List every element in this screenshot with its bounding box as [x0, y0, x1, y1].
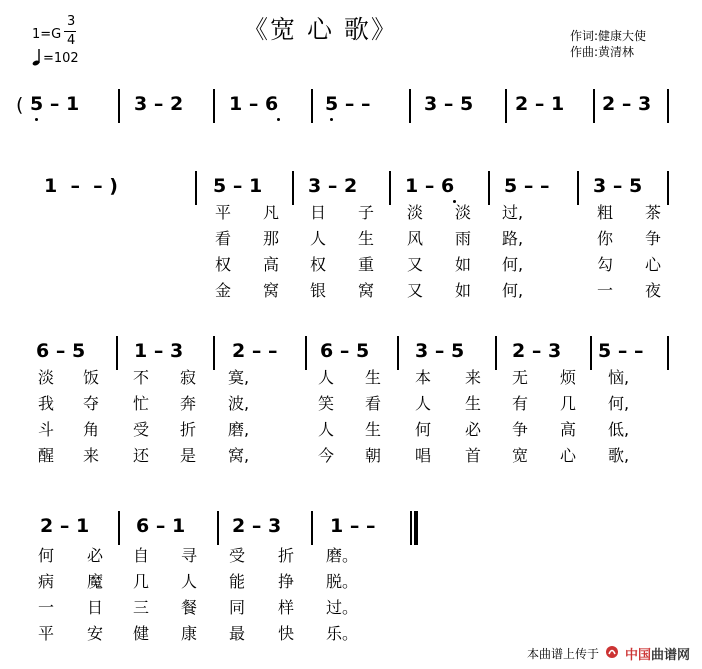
lyric-char: 日 — [310, 203, 327, 222]
lyric-char: 乐。 — [326, 624, 359, 643]
lyric-char: 斗 — [38, 420, 55, 439]
barline — [116, 336, 118, 370]
barline — [593, 89, 595, 123]
lyric-char: 如 — [455, 255, 472, 274]
barline — [389, 171, 391, 205]
measure-notes: 5 – 1 — [213, 175, 263, 197]
time-signature-bottom: 4 — [67, 33, 76, 48]
lyric-char: 一 — [597, 281, 614, 300]
measure-notes: 3 – 5 — [424, 93, 474, 115]
lyric-char: 那 — [263, 229, 280, 248]
site-logo — [605, 645, 619, 662]
lyric-char: 平 — [215, 203, 232, 222]
lyric-char: 勾 — [597, 255, 614, 274]
measure-notes: 2 – 3 — [602, 93, 652, 115]
lyric-char: 三 — [133, 598, 150, 617]
lyric-char: 人 — [181, 572, 198, 591]
lyric-char: 生 — [465, 394, 482, 413]
barline — [305, 336, 307, 370]
barline — [118, 89, 120, 123]
lyric-char: 何 — [415, 420, 432, 439]
lyric-char: 淡 — [455, 203, 472, 222]
lyric-char: 人 — [310, 229, 327, 248]
lyric-char: 安 — [87, 624, 104, 643]
lyric-char: 寻 — [181, 546, 198, 565]
measure-notes: 5 – – — [504, 175, 550, 197]
lyric-char: 看 — [215, 229, 232, 248]
lyric-char: 风 — [407, 229, 424, 248]
lyric-char: 无 — [512, 368, 529, 387]
barline — [118, 511, 120, 545]
lyric-char: 波, — [228, 394, 250, 413]
lyric-char: 还 — [133, 446, 150, 465]
lyric-char: 人 — [318, 420, 335, 439]
lyric-char: 人 — [318, 368, 335, 387]
barline — [590, 336, 592, 370]
measure-notes: 2 – 1 — [515, 93, 565, 115]
barline — [292, 171, 294, 205]
measure-notes: 1 – – — [330, 515, 376, 537]
barline — [213, 89, 215, 123]
lyric-char: 路, — [502, 229, 524, 248]
measure-notes: 2 – – — [232, 340, 278, 362]
lyric-char: 高 — [560, 420, 577, 439]
lyric-char: 人 — [415, 394, 432, 413]
lyric-char: 看 — [365, 394, 382, 413]
lyric-char: 权 — [215, 255, 232, 274]
final-barline — [414, 511, 418, 545]
lyric-char: 样 — [278, 598, 295, 617]
barline — [397, 336, 399, 370]
measure-notes: 1 – 6 — [405, 175, 455, 197]
lyric-char: 朝 — [365, 446, 382, 465]
barline — [488, 171, 490, 205]
lyric-char: 日 — [87, 598, 104, 617]
lyric-char: 金 — [215, 281, 232, 300]
measure-notes: 3 – 2 — [134, 93, 184, 115]
lyric-char: 餐 — [181, 598, 198, 617]
lyric-char: 何, — [502, 281, 524, 300]
barline — [667, 336, 669, 370]
measure-notes: 5 – 1 — [30, 93, 80, 115]
lyric-char: 必 — [87, 546, 104, 565]
lyric-char: 笑 — [318, 394, 335, 413]
measure-notes: 3 – 5 — [415, 340, 465, 362]
measure-notes: 6 – 5 — [36, 340, 86, 362]
lyric-char: 折 — [180, 420, 197, 439]
lyric-char: 过, — [502, 203, 524, 222]
lyric-char: 淡 — [407, 203, 424, 222]
lyric-char: 脱。 — [326, 572, 359, 591]
lyric-char: 烦 — [560, 368, 577, 387]
lyric-char: 争 — [645, 229, 662, 248]
lyric-char: 奔 — [180, 394, 197, 413]
measure-notes: 6 – 5 — [320, 340, 370, 362]
measure-notes: 2 – 1 — [40, 515, 90, 537]
lyric-char: 最 — [229, 624, 246, 643]
lyric-char: 寞, — [228, 368, 250, 387]
lyric-char: 争 — [512, 420, 529, 439]
lyric-char: 能 — [229, 572, 246, 591]
barline — [213, 336, 215, 370]
lyric-char: 子 — [358, 203, 375, 222]
measure-notes: 1 – 3 — [134, 340, 184, 362]
lyric-char: 今 — [318, 446, 335, 465]
lyric-char: 如 — [455, 281, 472, 300]
lyric-char: 有 — [512, 394, 529, 413]
site-logo-text — [625, 644, 690, 663]
lyric-char: 几 — [560, 394, 577, 413]
lyric-char: 凡 — [263, 203, 280, 222]
lyric-char: 不 — [133, 368, 150, 387]
barline — [667, 89, 669, 123]
lyric-char: 角 — [83, 420, 100, 439]
lyric-char: 夺 — [83, 394, 100, 413]
lyric-char: 权 — [310, 255, 327, 274]
lyric-char: 又 — [407, 281, 424, 300]
barline — [311, 511, 313, 545]
final-barline — [410, 511, 412, 545]
lyric-char: 必 — [465, 420, 482, 439]
lyric-char: 挣 — [278, 572, 295, 591]
measure-notes: 6 – 1 — [136, 515, 186, 537]
barline — [667, 171, 669, 205]
lyric-char: 唱 — [415, 446, 432, 465]
lyric-char: 宽 — [512, 446, 529, 465]
composer: 作曲:黄清林 — [570, 45, 635, 59]
footer — [527, 644, 690, 663]
lyric-char: 魔 — [87, 572, 104, 591]
lyric-char: 歌, — [608, 446, 630, 465]
lyric-char: 何 — [38, 546, 55, 565]
logo-icon — [605, 645, 619, 659]
lyric-char: 何, — [502, 255, 524, 274]
time-signature-line — [64, 31, 76, 32]
measure-notes: 3 – 2 — [308, 175, 358, 197]
barline — [409, 89, 411, 123]
barline — [195, 171, 197, 205]
upload-note: 本曲谱上传于 — [526, 647, 599, 661]
barline — [311, 89, 313, 123]
lyric-char: 恼, — [608, 368, 630, 387]
lyric-char: 过。 — [326, 598, 359, 617]
lyric-char: 来 — [83, 446, 100, 465]
lyric-char: 受 — [133, 420, 150, 439]
lyric-char: 磨, — [228, 420, 250, 439]
lyric-char: 一 — [38, 598, 55, 617]
lyric-char: 本 — [415, 368, 432, 387]
measure-notes: 3 – 5 — [593, 175, 643, 197]
barline — [577, 171, 579, 205]
lyric-char: 高 — [263, 255, 280, 274]
lyric-char: 又 — [407, 255, 424, 274]
lyric-char: 窝 — [358, 281, 375, 300]
lyric-char: 心 — [645, 255, 662, 274]
lyric-char: 低, — [608, 420, 630, 439]
quarter-note-icon — [32, 48, 41, 66]
lyric-char: 折 — [278, 546, 295, 565]
barline — [495, 336, 497, 370]
lyric-char: 你 — [597, 229, 614, 248]
lyric-char: 磨。 — [326, 546, 359, 565]
lyric-char: 首 — [465, 446, 482, 465]
lyric-char: 窝 — [263, 281, 280, 300]
barline — [505, 89, 507, 123]
lyric-char: 快 — [278, 624, 295, 643]
key-signature: 1=G — [32, 27, 62, 42]
lyric-char: 来 — [465, 368, 482, 387]
lyric-char: 受 — [229, 546, 246, 565]
lyric-char: 重 — [358, 255, 375, 274]
lyric-char: 淡 — [38, 368, 55, 387]
lyric-char: 我 — [38, 394, 55, 413]
lyric-char: 生 — [365, 368, 382, 387]
tempo-marking: =102 — [43, 51, 79, 66]
lyric-char: 健 — [133, 624, 150, 643]
measure-notes: 5 – – — [325, 93, 371, 115]
lyric-char: 自 — [133, 546, 150, 565]
lyric-char: 病 — [38, 572, 55, 591]
lyric-char: 忙 — [133, 394, 150, 413]
lyric-char: 几 — [133, 572, 150, 591]
lyric-char: 醒 — [38, 446, 55, 465]
lyric-char: 同 — [229, 598, 246, 617]
logo-text-a: 中国 — [624, 648, 651, 663]
logo-text-b: 曲谱网 — [650, 648, 690, 663]
open-paren: ( — [16, 94, 24, 116]
lyric-char: 粗 — [597, 203, 614, 222]
lyric-char: 是 — [180, 446, 197, 465]
lyric-char: 茶 — [645, 203, 662, 222]
measure-notes: 2 – 3 — [232, 515, 282, 537]
barline — [217, 511, 219, 545]
lyric-char: 心 — [560, 446, 577, 465]
lyric-char: 康 — [181, 624, 198, 643]
lyric-char: 夜 — [645, 281, 662, 300]
time-signature-top: 3 — [67, 14, 76, 29]
low-octave-dot — [330, 118, 333, 121]
song-title: 《宽 心 歌》 — [243, 15, 398, 44]
credits — [570, 28, 646, 60]
measure-notes: 1 – – ) — [44, 175, 118, 197]
measure-notes: 2 – 3 — [512, 340, 562, 362]
low-octave-dot — [277, 118, 280, 121]
lyric-char: 何, — [608, 394, 630, 413]
lyric-char: 生 — [358, 229, 375, 248]
lyric-char: 寂 — [180, 368, 197, 387]
lyric-char: 雨 — [455, 229, 472, 248]
lyric-char: 平 — [38, 624, 55, 643]
lyric-char: 饭 — [83, 368, 100, 387]
measure-notes: 5 – – — [598, 340, 644, 362]
low-octave-dot — [35, 118, 38, 121]
lyricist: 作词:健康大使 — [570, 29, 647, 43]
lyric-char: 银 — [310, 281, 327, 300]
measure-notes: 1 – 6 — [229, 93, 279, 115]
lyric-char: 窝, — [228, 446, 250, 465]
lyric-char: 生 — [365, 420, 382, 439]
